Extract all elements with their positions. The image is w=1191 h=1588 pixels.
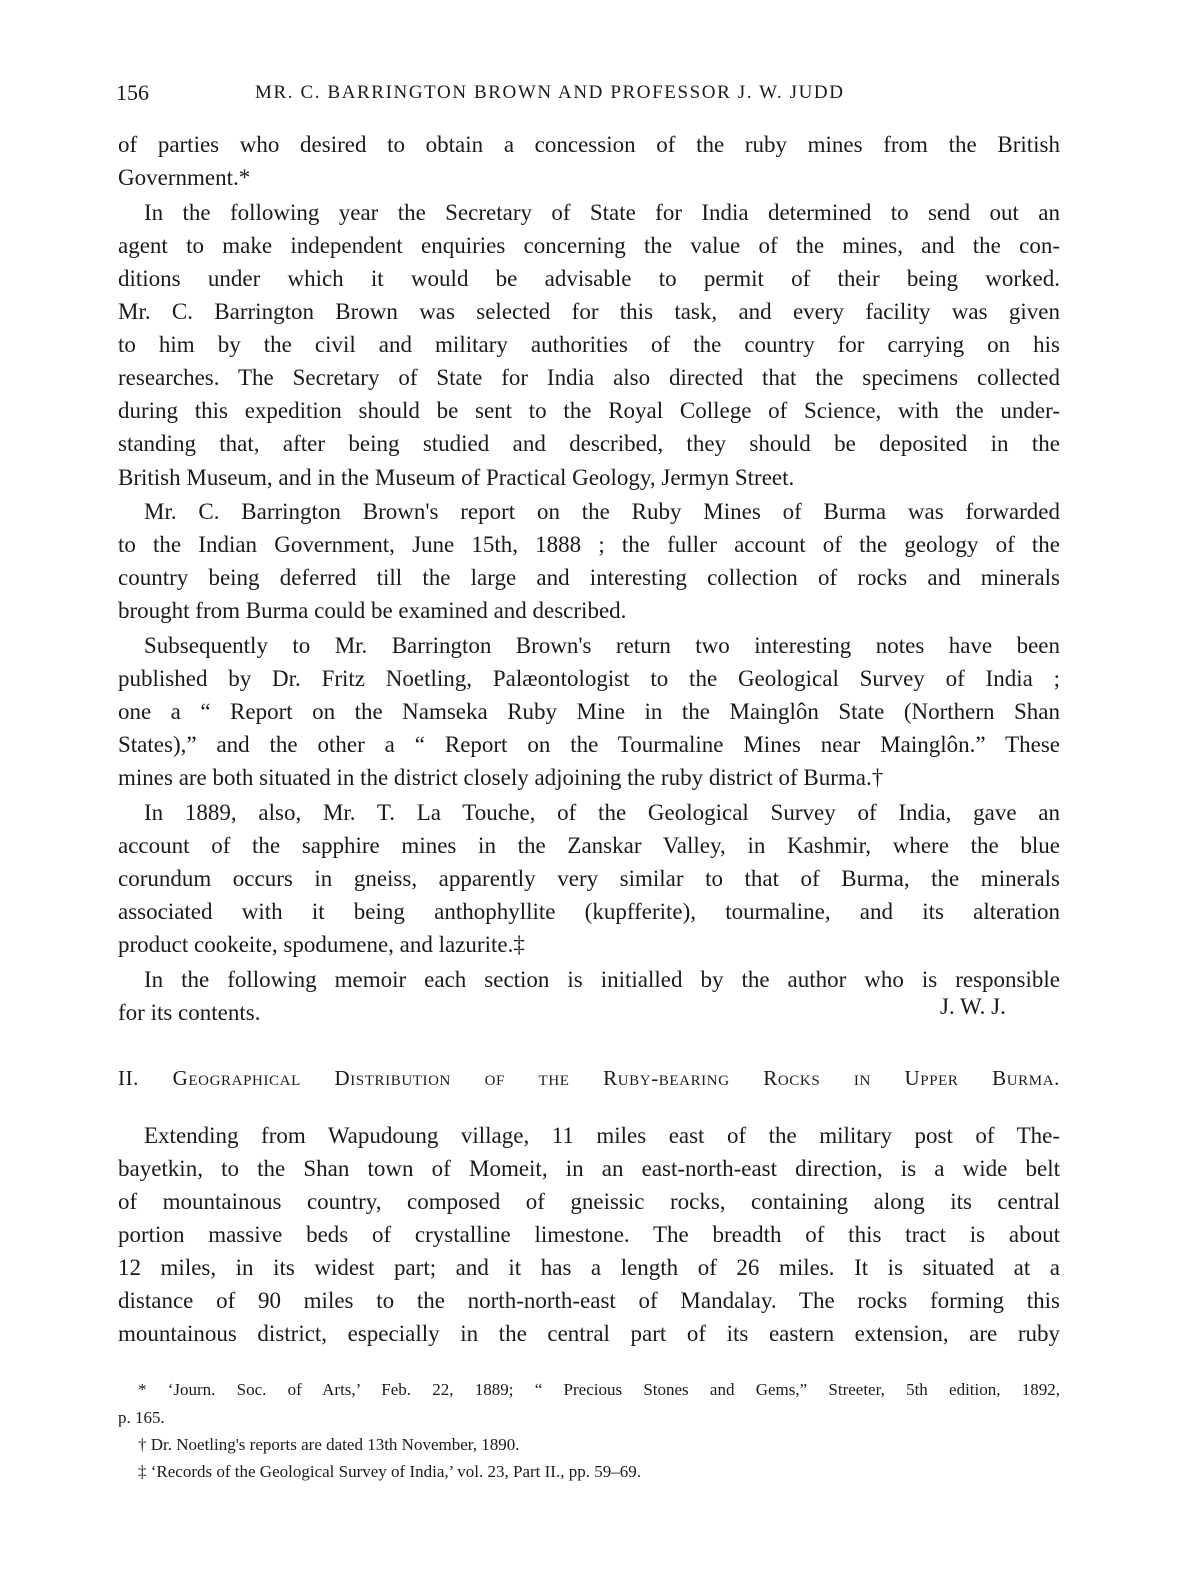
footnote-line: † Dr. Noetling's reports are dated 13th November, 1890.	[138, 1435, 520, 1454]
text-line: published by Dr. Fritz Noetling, Palæontologist to the Geological Survey of India ;	[118, 666, 1060, 692]
text-line: bayetkin, to the Shan town of Momeit, in an east-north-east direction, is a wide belt	[118, 1156, 1060, 1181]
text-line: Extending from Wapudoung village, 11 miles east of the military post of The-	[144, 1123, 1060, 1148]
text-line: product cookeite, spodumene, and lazurite.‡	[118, 932, 525, 958]
text-line: researches. The Secretary of State for India also directed that the specimens collected	[118, 365, 1060, 391]
text-line: of parties who desired to obtain a concession of the ruby mines from the British	[118, 132, 1060, 157]
text-line: States),” and the other a “ Report on the Tourmaline Mines near Mainglôn.” These	[118, 732, 1060, 758]
text-line: British Museum, and in the Museum of Practical Geology, Jermyn Street.	[118, 464, 795, 490]
text-line: corundum occurs in gneiss, apparently very similar to that of Burma, the minerals	[118, 866, 1060, 892]
text-line: In the following memoir each section is initialled by the author who is responsible	[144, 967, 1060, 992]
text-line: Subsequently to Mr. Barrington Brown's return two interesting notes have been	[144, 633, 1060, 658]
text-line: brought from Burma could be examined and described.	[118, 598, 627, 624]
text-line: to the Indian Government, June 15th, 1888 ; the fuller account of the geology of the	[118, 532, 1060, 558]
text-line: distance of 90 miles to the north-north-east of Mandalay. The rocks forming this	[118, 1288, 1060, 1313]
text-line: Mr. C. Barrington Brown was selected for this task, and every facility was given	[118, 299, 1060, 324]
text-line: associated with it being anthophyllite (kupfferite), tourmaline, and its alteration	[118, 899, 1060, 925]
running-head: MR. C. BARRINGTON BROWN AND PROFESSOR J. W. JUDD	[255, 82, 845, 103]
text-line: agent to make independent enquiries concerning the value of the mines, and the con-	[118, 232, 1060, 258]
text-line: Mr. C. Barrington Brown's report on the Ruby Mines of Burma was forwarded	[144, 499, 1060, 525]
text-line: mines are both situated in the district closely adjoining the ruby district of Burma.†	[118, 765, 884, 791]
footnote-line: * ‘Journ. Soc. of Arts,’ Feb. 22, 1889; “ Precious Stones and Gems,” Streeter, 5th edition, 1892,	[138, 1380, 1060, 1399]
text-line: during this expedition should be sent to the Royal College of Science, with the under-	[118, 398, 1060, 424]
text-line: portion massive beds of crystalline limestone. The breadth of this tract is about	[118, 1222, 1060, 1247]
text-line: In the following year the Secretary of State for India determined to send out an	[144, 199, 1060, 225]
text-line: In 1889, also, Mr. T. La Touche, of the Geological Survey of India, gave an	[144, 800, 1060, 825]
text-line: 12 miles, in its widest part; and it has a length of 26 miles. It is situated at a	[118, 1255, 1060, 1280]
text-line: to him by the civil and military authorities of the country for carrying on his	[118, 332, 1060, 358]
page-number: 156	[116, 80, 149, 105]
text-line: mountainous district, especially in the central part of its eastern extension, are ruby	[118, 1321, 1060, 1346]
footnote-line: p. 165.	[118, 1408, 165, 1427]
text-line: country being deferred till the large and interesting collection of rocks and minerals	[118, 565, 1060, 591]
text-line: one a “ Report on the Namseka Ruby Mine in the Mainglôn State (Northern Shan	[118, 699, 1060, 725]
text-line: of mountainous country, composed of gneissic rocks, containing along its central	[118, 1189, 1060, 1214]
author-initials: J. W. J.	[940, 994, 1006, 1019]
footnote-line: ‡ ‘Records of the Geological Survey of India,’ vol. 23, Part II., pp. 59–69.	[138, 1462, 641, 1481]
text-line: for its contents.	[118, 1000, 261, 1026]
text-line: ditions under which it would be advisable to permit of their being worked.	[118, 265, 1060, 291]
text-line: account of the sapphire mines in the Zanskar Valley, in Kashmir, where the blue	[118, 833, 1060, 859]
section-heading: II. Geographical Distribution of the Ruby-bearing Rocks in Upper Burma.	[118, 1066, 1060, 1090]
text-line: Government.*	[118, 165, 251, 191]
text-line: standing that, after being studied and described, they should be deposited in the	[118, 431, 1060, 457]
